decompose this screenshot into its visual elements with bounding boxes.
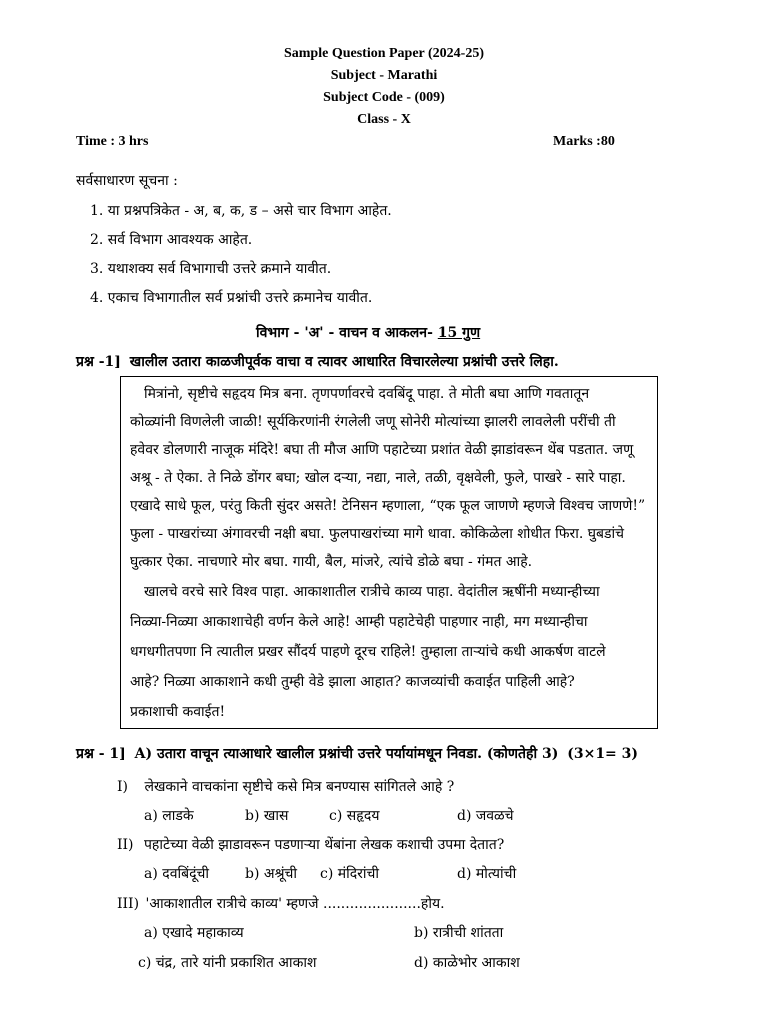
instructions-heading: सर्वसाधारण सूचना : <box>76 173 178 189</box>
time-label: Time : 3 hrs <box>76 134 149 149</box>
question-1a-heading <box>76 744 638 763</box>
mcq-option: d) मोत्यांची <box>457 866 517 882</box>
instruction-item: 1. या प्रश्नपत्रिकेत - अ, ब, क, ड – असे चार विभाग आहेत. <box>90 203 392 219</box>
question-1-heading <box>76 352 559 371</box>
mcq-question <box>117 835 504 854</box>
passage-line: मित्रांनो, सृष्टीचे सहृदय मित्र बना. तृणपर्णावरचे दवबिंदू पाहा. ते मोती बघा आणि गवतातून <box>144 386 590 402</box>
mcq-number: I) <box>117 779 128 795</box>
subject-line: Subject - Marathi <box>330 68 438 83</box>
instruction-item: 4. एकाच विभागातील सर्व प्रश्नांची उत्तरे क्रमानेच यावीत. <box>90 290 373 306</box>
mcq-option: c) चंद्र, तारे यांनी प्रकाशित आकाश <box>138 955 317 971</box>
question-1a-text: A) उतारा वाचून त्याआधारे खालील प्रश्नांची उत्तरे पर्यायांमधून निवडा. (कोणतेही 3) <box>134 746 559 762</box>
passage-line: फुला - पाखरांच्या अंगावरची नक्षी बघा. फुलपाखरांच्या मागे धावा. कोकिळेला शोधीत फिरा. घुबडांचे <box>130 526 625 542</box>
section-heading <box>256 323 480 342</box>
mcq-option: b) अश्रूंची <box>245 866 297 882</box>
section-marks: 15 गुण <box>437 325 481 341</box>
mcq-text: पहाटेच्या वेळी झाडावरून पडणाऱ्या थेंबांना लेखक कशाची उपमा देतात? <box>143 837 505 853</box>
passage-line: हवेवर डोलणारी नाजूक मंदिरे! बघा ती मौज आणि पहाटेच्या प्रशांत वेळी झाडांवरून थेंब पडतात. जणू <box>130 442 634 458</box>
mcq-text: 'आकाशातील रात्रीचे काव्य' म्हणजे ......................होय. <box>145 896 445 912</box>
mcq-option: b) खास <box>245 808 289 824</box>
question-1a-marks: (3×1= 3) <box>567 746 639 762</box>
mcq-option: a) लाडके <box>144 808 194 824</box>
mcq-question <box>117 777 454 796</box>
instruction-item: 2. सर्व विभाग आवश्यक आहेत. <box>90 232 253 248</box>
passage-line: कोळ्यांनी विणलेली जाळी! सूर्यकिरणांनी रंगलेली जणू सोनेरी मोत्यांच्या झालरी लावलेली परींची ती <box>130 414 616 430</box>
mcq-option: c) सहृदय <box>329 808 380 824</box>
mcq-number: II) <box>117 837 134 853</box>
passage-line: एखादे साधे फूल, परंतु किती सुंदर असते! टेनिसन म्हणाला, “एक फूल जाणणे म्हणजे विश्वच जाणणे!” <box>130 498 646 514</box>
passage-line: प्रकाशाची कवाईत! <box>130 704 226 720</box>
mcq-option: d) काळेभोर आकाश <box>414 955 520 971</box>
passage-line: अश्रू - ते ऐका. ते निळे डोंगर बघा; खोल दऱ्या, नद्या, नाले, तळी, वृक्षवेली, फुले, पाखरे - सारे पाहा. <box>130 470 626 486</box>
passage-line: धगधगीतपणा नि त्यातील प्रखर सौंदर्य पाहणे दूरच राहिले! तुम्हाला ताऱ्यांचे कधी आकर्षण वाटले <box>130 644 606 660</box>
mcq-text: लेखकाने वाचकांना सृष्टीचे कसे मित्र बनण्यास सांगितले आहे ? <box>144 779 455 795</box>
section-title: विभाग - 'अ' - वाचन व आकलन- <box>256 325 433 341</box>
mcq-option: a) दवबिंदूंची <box>144 866 210 882</box>
subject-code-line: Subject Code - (009) <box>323 90 445 105</box>
question-1a-label: प्रश्न - 1] <box>76 746 126 762</box>
mcq-option: a) एखादे महाकाव्य <box>144 925 244 941</box>
passage-line: घुत्कार ऐका. नाचणारे मोर बघा. गायी, बैल, मांजरे, त्यांचे डोळे बघा - गंमत आहे. <box>130 554 533 570</box>
class-line: Class - X <box>357 112 411 127</box>
question-1-text: खालील उतारा काळजीपूर्वक वाचा व त्यावर आधारित विचारलेल्या प्रश्नांची उत्तरे लिहा. <box>129 354 559 370</box>
mcq-question <box>117 894 445 913</box>
instruction-item: 3. यथाशक्य सर्व विभागाची उत्तरे क्रमाने यावीत. <box>90 261 332 277</box>
marks-label: Marks :80 <box>553 134 615 149</box>
paper-title: Sample Question Paper (2024-25) <box>283 46 484 61</box>
passage-line: आहे? निळ्या आकाशाने कधी तुम्ही वेडे झाला आहात? काजव्यांची कवाईत पाहिली आहे? <box>130 674 575 690</box>
mcq-option: c) मंदिरांची <box>320 866 380 882</box>
mcq-number: III) <box>117 896 140 912</box>
passage-line: निळ्या-निळ्या आकाशाचेही वर्णन केले आहे! आम्ही पहाटेचेही पाहणार नाही, मग मध्यान्हीचा <box>130 614 588 630</box>
mcq-option: d) जवळचे <box>457 808 514 824</box>
question-1-label: प्रश्न -1] <box>76 354 121 370</box>
passage-line: खालचे वरचे सारे विश्व पाहा. आकाशातील रात्रीचे काव्य पाहा. वेदांतील ऋषींनी मध्यान्हीच्या <box>144 584 600 600</box>
mcq-option: b) रात्रीची शांतता <box>414 925 504 941</box>
